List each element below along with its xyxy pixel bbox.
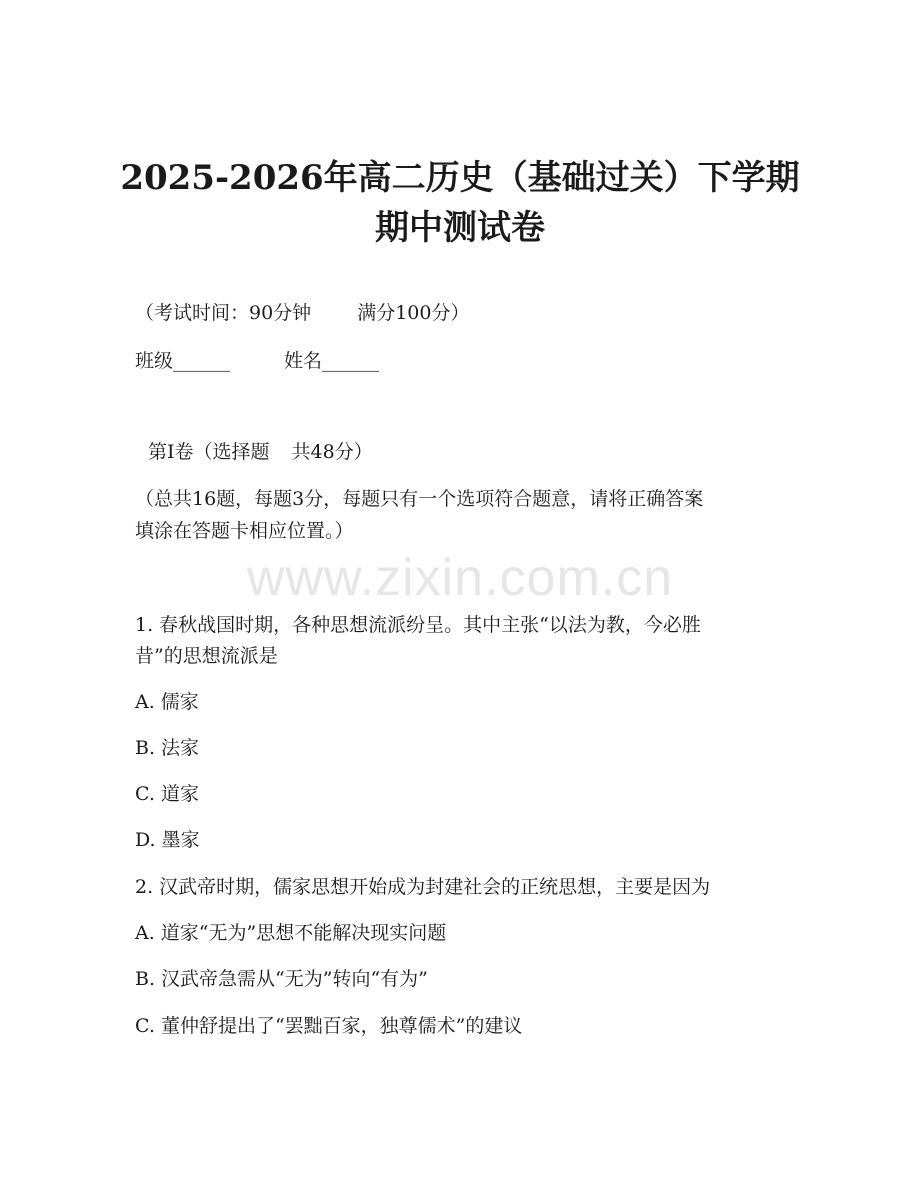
- question-1-option-c: C. 道家: [135, 783, 199, 805]
- exam-info: [135, 299, 469, 327]
- question-2-option-c: C. 董仲舒提出了“罢黜百家，独尊儒术”的建议: [135, 1015, 523, 1037]
- student-fields: [135, 347, 379, 375]
- section-note-line-2: 填涂在答题卡相应位置。）: [135, 520, 354, 542]
- exam-title-line-1: 2025-2026年高二历史（基础过关）下学期: [120, 158, 800, 198]
- section-note-line-1: （总共16题，每题3分，每题只有一个选项符合题意，请将正确答案: [135, 488, 704, 510]
- section-heading-part-a: 第Ⅰ卷（选择题: [148, 441, 270, 463]
- question-1-stem-line-1: 1. 春秋战国时期，各种思想流派纷呈。其中主张“以法为教，今必胜: [135, 614, 701, 636]
- section-heading-part-b: 共48分）: [291, 441, 373, 463]
- name-field: 姓名______: [284, 350, 380, 372]
- watermark: www.zixin.com.cn: [246, 549, 674, 607]
- question-2-option-a: A. 道家“无为”思想不能解决现实问题: [135, 922, 447, 944]
- exam-full-score: 满分100分）: [357, 302, 470, 324]
- exam-time: （考试时间：90分钟: [135, 302, 312, 324]
- question-2-option-b: B. 汉武帝急需从“无为”转向“有为”: [135, 968, 428, 990]
- question-2-stem-line-1: 2. 汉武帝时期，儒家思想开始成为封建社会的正统思想，主要是因为: [135, 876, 711, 898]
- question-1-option-d: D. 墨家: [135, 829, 200, 851]
- section-heading: [148, 438, 373, 466]
- question-1-option-b: B. 法家: [135, 737, 200, 759]
- question-1-option-a: A. 儒家: [135, 691, 199, 713]
- exam-title-line-2: 期中测试卷: [375, 208, 545, 248]
- question-1-stem-line-2: 昔”的思想流派是: [135, 645, 278, 667]
- class-field: 班级______: [135, 350, 231, 372]
